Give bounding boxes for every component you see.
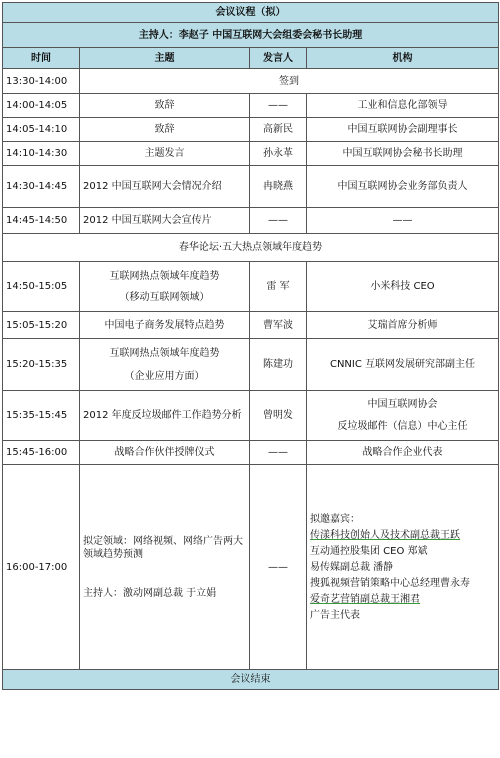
guest-item: 广告主代表: [310, 609, 360, 621]
time-cell: 13:30-14:00: [3, 69, 80, 94]
org-cell: 中国互联网协会副理事长: [307, 118, 499, 142]
speaker-cell: 曹军波: [250, 312, 307, 339]
speaker-cell: 冉晓燕: [250, 166, 307, 208]
table-row: [3, 391, 499, 441]
speaker-cell: 陈建功: [250, 339, 307, 391]
speaker-cell: ——: [250, 208, 307, 234]
section-title: 春华论坛·五大热点领域年度趋势: [3, 234, 499, 262]
col-header-speaker: 发言人: [250, 48, 307, 69]
org-cell: 小米科技 CEO: [307, 262, 499, 312]
topic-subline: （移动互联网领域）: [119, 291, 210, 303]
time-cell: 14:10-14:30: [3, 142, 80, 166]
guests-cell: [307, 465, 499, 670]
topic-cell: 战略合作伙伴授牌仪式: [80, 441, 250, 465]
topic-cell: 2012 年度反垃圾邮件工作趋势分析: [80, 391, 250, 441]
org-cell: 战略合作企业代表: [307, 441, 499, 465]
topic-line: 互联网热点领域年度趋势: [109, 347, 220, 359]
table-row: [3, 118, 499, 142]
closing-title: 会议结束: [3, 670, 499, 690]
table-row: [3, 465, 499, 670]
topic-cell: 中国电子商务发展特点趋势: [80, 312, 250, 339]
guest-item: 爱奇艺营销副总裁王湘君: [310, 593, 420, 605]
org-cell: 工业和信息化部领导: [307, 94, 499, 118]
speaker-cell: ——: [250, 465, 307, 670]
time-cell: 14:00-14:05: [3, 94, 80, 118]
table-row: [3, 208, 499, 234]
topic-line: 拟定领域：网络视频、网络广告两大领域趋势预测: [83, 535, 243, 560]
guest-item: 传漾科技创始人及技术副总裁王跃: [310, 529, 460, 541]
org-line: 中国互联网协会: [367, 399, 438, 410]
table-row: [3, 166, 499, 208]
topic-line: 互联网热点领域年度趋势: [109, 270, 220, 282]
time-cell: 14:50-15:05: [3, 262, 80, 312]
speaker-cell: 雷 军: [250, 262, 307, 312]
time-cell: 14:05-14:10: [3, 118, 80, 142]
col-header-topic: 主题: [80, 48, 250, 69]
topic-cell: [80, 262, 250, 312]
speaker-cell: 孙永革: [250, 142, 307, 166]
table-row: [3, 262, 499, 312]
agenda-title: 会议议程（拟）: [3, 3, 499, 23]
org-cell: 艾瑞首席分析师: [307, 312, 499, 339]
time-cell: 14:45-14:50: [3, 208, 80, 234]
col-header-org: 机构: [307, 48, 499, 69]
signin-cell: 签到: [80, 69, 499, 94]
speaker-cell: 高新民: [250, 118, 307, 142]
table-row: [3, 69, 499, 94]
topic-subline: 主持人：激动网副总裁 于立娟: [83, 587, 217, 599]
time-cell: 14:30-14:45: [3, 166, 80, 208]
col-header-time: 时间: [3, 48, 80, 69]
table-row: [3, 441, 499, 465]
guest-item: 搜狐视频营销策略中心总经理曹永寿: [310, 577, 470, 589]
table-row: [3, 339, 499, 391]
time-cell: 15:20-15:35: [3, 339, 80, 391]
topic-cell: 主题发言: [80, 142, 250, 166]
guest-item: 易传媒副总裁 潘静: [310, 561, 394, 573]
org-cell: ——: [307, 208, 499, 234]
host-line: 主持人：李赵子 中国互联网大会组委会秘书长助理: [3, 23, 499, 48]
guest-item: 互动通控股集团 CEO 郑斌: [310, 545, 428, 557]
topic-subline: （企业应用方面）: [124, 370, 205, 382]
time-cell: 16:00-17:00: [3, 465, 80, 670]
topic-cell: 2012 中国互联网大会情况介绍: [80, 166, 250, 208]
org-cell: 中国互联网协会秘书长助理: [307, 142, 499, 166]
topic-cell: [80, 465, 250, 670]
time-cell: 15:05-15:20: [3, 312, 80, 339]
org-subline: 反垃圾邮件（信息）中心主任: [337, 421, 468, 432]
guests-title: 拟邀嘉宾：: [310, 513, 360, 525]
speaker-cell: 曾明发: [250, 391, 307, 441]
speaker-cell: ——: [250, 441, 307, 465]
time-cell: 15:45-16:00: [3, 441, 80, 465]
org-cell: [307, 391, 499, 441]
topic-cell: 致辞: [80, 94, 250, 118]
org-cell: 中国互联网协会业务部负责人: [307, 166, 499, 208]
speaker-cell: ——: [250, 94, 307, 118]
topic-cell: 2012 中国互联网大会宣传片: [80, 208, 250, 234]
section-row: [3, 234, 499, 262]
org-cell: CNNIC 互联网发展研究部副主任: [307, 339, 499, 391]
table-row: [3, 94, 499, 118]
time-cell: 15:35-15:45: [3, 391, 80, 441]
topic-cell: [80, 339, 250, 391]
agenda-table: [2, 2, 499, 690]
section-row: [3, 670, 499, 690]
table-row: [3, 142, 499, 166]
topic-cell: 致辞: [80, 118, 250, 142]
table-row: [3, 312, 499, 339]
